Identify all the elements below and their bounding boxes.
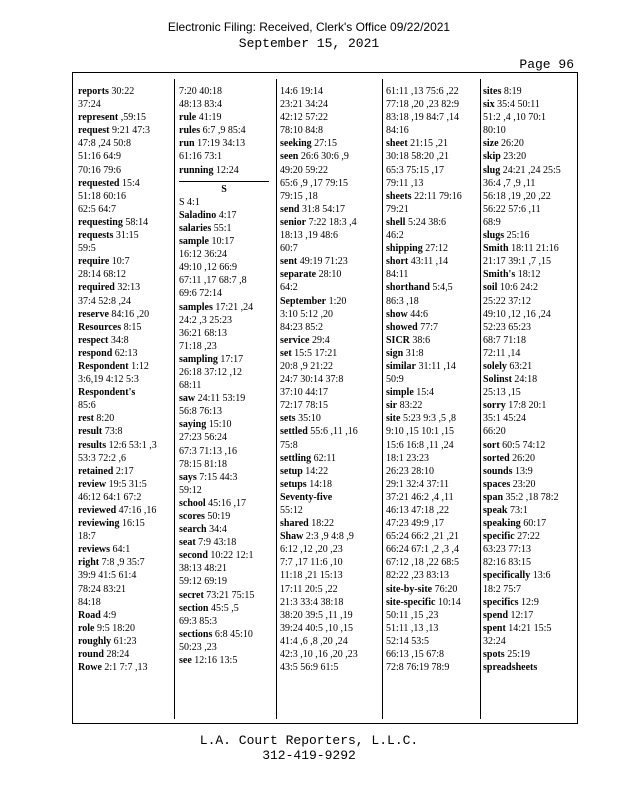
index-entry: specifics 12:9 <box>483 596 539 608</box>
index-entry-continuation: 56:18 ,19 ,20 ,22 <box>483 190 551 202</box>
index-entry: Saladino 4:17 <box>179 209 237 221</box>
index-entry-continuation: 47:8 ,24 50:8 <box>78 138 132 150</box>
index-entry-continuation: 25:13 ,15 <box>483 387 521 399</box>
index-entry-continuation: 47:23 49:9 ,17 <box>386 518 445 530</box>
index-entry-continuation: 28:14 68:12 <box>78 269 127 281</box>
index-entry-continuation: 49:10 ,12 66:9 <box>179 262 238 274</box>
index-entry-continuation: 51:16 64:9 <box>78 151 122 163</box>
index-entry: sounds 13:9 <box>483 465 533 477</box>
index-entry-continuation: 68:9 <box>483 216 501 228</box>
index-entry-continuation: 26:23 28:10 <box>386 465 435 477</box>
index-entry: simple 15:4 <box>386 387 435 399</box>
index-entry-continuation: 15:6 16:8 ,11 ,24 <box>386 439 454 451</box>
index-entry-continuation: 68:11 <box>179 380 202 392</box>
index-entry-continuation: 43:5 56:9 61:5 <box>280 662 339 674</box>
index-entry-continuation: 7:7 ,17 11:6 ,10 <box>280 557 343 569</box>
section-letter: S <box>179 181 269 196</box>
index-entry: slugs 25:16 <box>483 230 530 242</box>
index-entry: spent 14:21 15:5 <box>483 622 552 634</box>
index-entry: rest 8:20 <box>78 413 115 425</box>
index-entry-continuation: 7:20 40:18 <box>179 86 223 97</box>
index-entry-continuation: 55:12 <box>280 505 303 516</box>
index-entry: service 29:4 <box>280 334 330 346</box>
index-column-4 <box>386 85 481 674</box>
index-entry: run 17:19 34:13 <box>179 138 246 150</box>
index-entry: secret 73:21 75:15 <box>179 589 255 601</box>
index-entry: saying 15:10 <box>179 419 232 431</box>
index-entry-continuation: 18:2 75:7 <box>483 583 522 595</box>
index-entry: school 45:16 ,17 <box>179 497 246 509</box>
index-entry: September 1:20 <box>280 295 347 307</box>
index-entry: section 45:5 ,5 <box>179 602 239 614</box>
index-entry-continuation: 56:8 76:13 <box>179 406 223 418</box>
index-entry: Respondent 1:12 <box>78 360 149 372</box>
index-entry-continuation: 39:24 40:5 ,10 ,15 <box>280 622 354 634</box>
index-entry-continuation: 61:11 ,13 75:6 ,22 <box>386 86 459 97</box>
index-entry-continuation: 83:18 ,19 84:7 ,14 <box>386 112 460 124</box>
index-column-1 <box>78 85 173 674</box>
index-entry: shell 5:24 38:6 <box>386 216 447 228</box>
index-entry-continuation: 50:9 <box>386 374 404 386</box>
index-entry-continuation: 36:21 68:13 <box>179 327 228 339</box>
index-entry: sorry 17:8 20:1 <box>483 400 547 412</box>
index-entry-continuation: 78:15 81:18 <box>179 458 228 470</box>
index-entry: setup 14:22 <box>280 465 329 477</box>
index-entry-continuation: 51:11 ,13 ,13 <box>386 622 439 634</box>
index-entry-continuation: 67:12 ,18 ,22 68:5 <box>386 557 460 569</box>
index-entry-continuation: 84:16 <box>386 125 409 137</box>
index-entry-continuation: 38:13 48:21 <box>179 563 228 575</box>
index-entry: sheet 21:15 ,21 <box>386 138 448 150</box>
index-entry-continuation: 67:3 71:13 ,16 <box>179 445 238 457</box>
index-entry-continuation: 50:23 ,23 <box>179 641 217 653</box>
index-entry: short 43:11 ,14 <box>386 256 449 268</box>
index-entry: roughly 61:23 <box>78 635 137 647</box>
index-entry-continuation: 18:1 23:23 <box>386 452 430 464</box>
index-entry: saw 24:11 53:19 <box>179 393 246 405</box>
index-entry-continuation: 68:7 71:18 <box>483 334 527 346</box>
index-entry: similar 31:11 ,14 <box>386 360 456 372</box>
index-entry: specifically 13:6 <box>483 570 551 582</box>
index-entry: separate 28:10 <box>280 269 342 281</box>
index-entry-continuation: 32:24 <box>483 635 506 647</box>
index-entry: reports 30:22 <box>78 86 135 97</box>
index-entry-continuation: 37:10 44:17 <box>280 387 329 399</box>
index-entry-continuation: 39:9 41:5 61:4 <box>78 570 137 582</box>
index-entry-continuation: 62:5 64:7 <box>78 203 117 215</box>
index-entry: spots 25:19 <box>483 649 530 661</box>
index-entry: Solinst 24:18 <box>483 374 538 386</box>
index-entry-continuation: 78:10 84:8 <box>280 125 324 137</box>
index-entry: right 7:8 ,9 35:7 <box>78 557 145 569</box>
index-entry: sorted 26:20 <box>483 452 535 464</box>
index-entry: site-by-site 76:20 <box>386 583 458 595</box>
index-entry: skip 23:20 <box>483 151 527 163</box>
index-entry-continuation: 82:22 ,23 83:13 <box>386 570 450 582</box>
index-entry: sites 8:19 <box>483 86 522 97</box>
index-entry-continuation: 9:10 ,15 10:1 ,15 <box>386 426 455 438</box>
index-entry: six 35:4 50:11 <box>483 99 540 111</box>
index-column-5 <box>483 85 578 674</box>
index-frame <box>72 72 578 724</box>
index-entry: shipping 27:12 <box>386 243 448 255</box>
index-entry: Rowe 2:1 7:7 ,13 <box>78 662 148 674</box>
index-entry-continuation: 37:4 52:8 ,24 <box>78 295 132 307</box>
index-entry-continuation: 46:13 47:18 ,22 <box>386 505 450 516</box>
index-entry: site-specific 10:14 <box>386 596 461 608</box>
index-entry-continuation: 79:21 <box>386 203 409 215</box>
index-entry: second 10:22 12:1 <box>179 550 254 562</box>
index-entry: sections 6:8 45:10 <box>179 628 253 640</box>
index-entry-continuation: 71:18 ,23 <box>179 340 217 352</box>
index-entry-continuation: 59:5 <box>78 243 96 255</box>
column-divider <box>276 79 277 719</box>
index-entry: settled 55:6 ,11 ,16 <box>280 426 358 438</box>
index-entry: reserve 84:16 ,20 <box>78 308 150 320</box>
footer-company: L.A. Court Reporters, L.L.C. <box>199 733 419 748</box>
index-entry: sample 10:17 <box>179 236 235 248</box>
index-entry-continuation: 65:24 66:2 ,21 ,21 <box>386 531 460 543</box>
index-entry-continuation: S 4:1 <box>179 196 200 208</box>
index-entry: results 12:6 53:1 ,3 <box>78 439 157 451</box>
index-entry: round 28:24 <box>78 649 130 661</box>
index-entry-continuation: 51:2 ,4 ,10 70:1 <box>483 112 547 124</box>
index-entry-continuation: 65:3 75:15 ,17 <box>386 164 445 176</box>
index-entry: rule 41:19 <box>179 112 222 124</box>
index-entry: required 32:13 <box>78 282 141 294</box>
index-entry: Smith's 18:12 <box>483 269 541 281</box>
page-number: Page 96 <box>519 57 574 72</box>
index-entry-continuation: 18:13 ,19 48:6 <box>280 230 339 242</box>
index-entry-continuation: 37:24 <box>78 99 101 111</box>
index-entry-continuation: 66:13 ,15 67:8 <box>386 649 445 661</box>
index-entry: sent 49:19 71:23 <box>280 256 348 268</box>
index-entry-continuation: 72:17 78:15 <box>280 400 329 412</box>
index-entry: role 9:5 18:20 <box>78 622 136 634</box>
index-entry-continuation: 77:18 ,20 ,23 82:9 <box>386 99 460 111</box>
index-entry-continuation: 17:11 20:5 ,22 <box>280 583 338 595</box>
index-entry-continuation: 70:16 79:6 <box>78 164 122 176</box>
index-entry-continuation: 3:10 5:12 ,20 <box>280 308 334 320</box>
index-entry-continuation: 59:12 <box>179 484 202 496</box>
index-entry: request 9:21 47:3 <box>78 125 151 137</box>
index-entry-continuation: 52:14 53:5 <box>386 635 430 647</box>
index-entry-continuation: 53:3 72:2 ,6 <box>78 452 127 464</box>
index-entry: speak 73:1 <box>483 505 528 516</box>
index-entry: see 12:16 13:5 <box>179 655 238 667</box>
column-divider <box>174 79 175 719</box>
index-entry-continuation: 24:7 30:14 37:8 <box>280 374 344 386</box>
index-entry: soil 10:6 24:2 <box>483 282 539 294</box>
index-entry: seeking 27:15 <box>280 138 337 150</box>
index-entry-continuation: 16:12 36:24 <box>179 249 228 261</box>
index-entry: sort 60:5 74:12 <box>483 439 546 451</box>
index-entry: site 5:23 9:3 ,5 ,8 <box>386 413 457 425</box>
index-entry-continuation: 30:18 58:20 ,21 <box>386 151 450 163</box>
index-entry: SICR 38:6 <box>386 334 431 346</box>
index-entry-continuation: 52:23 65:23 <box>483 321 532 333</box>
index-entry: requested 15:4 <box>78 177 140 189</box>
index-entry: respect 34:8 <box>78 334 129 346</box>
index-entry: specific 27:22 <box>483 531 540 543</box>
index-entry: require 10:7 <box>78 256 130 268</box>
index-entry-continuation: 72:11 ,14 <box>483 347 521 359</box>
index-entry: review 19:5 31:5 <box>78 478 147 490</box>
index-entry: reviewed 47:16 ,16 <box>78 505 157 516</box>
index-entry: reviewing 16:15 <box>78 518 145 530</box>
index-entry: says 7:15 44:3 <box>179 471 238 483</box>
index-entry: scores 50:19 <box>179 511 231 522</box>
index-entry-continuation: 37:21 46:2 ,4 ,11 <box>386 491 454 503</box>
index-entry: speaking 60:17 <box>483 518 547 530</box>
index-entry-continuation: 79:15 ,18 <box>280 190 318 202</box>
index-entry: Road 4:9 <box>78 609 117 621</box>
index-entry: represent ,59:15 <box>78 112 146 124</box>
index-entry-continuation: 85:6 <box>78 400 96 412</box>
index-entry-continuation: 84:23 85:2 <box>280 321 324 333</box>
index-entry-continuation: 26:18 37:12 ,12 <box>179 366 243 378</box>
filing-date: September 15, 2021 <box>238 36 380 51</box>
index-entry: sir 83:22 <box>386 400 423 412</box>
index-entry: requesting 58:14 <box>78 216 149 228</box>
index-entry-continuation: 29:1 32:4 37:11 <box>386 478 449 490</box>
index-entry: senior 7:22 18:3 ,4 <box>280 216 357 228</box>
index-entry: reviews 64:1 <box>78 544 131 556</box>
index-entry-continuation: 78:24 83:21 <box>78 583 127 595</box>
index-entry: settling 62:11 <box>280 452 337 464</box>
index-entry-continuation: 66:20 <box>483 426 506 438</box>
index-entry: spend 12:17 <box>483 609 534 621</box>
index-entry-continuation: 23:21 34:24 <box>280 99 329 111</box>
index-entry: show 44:6 <box>386 308 428 320</box>
index-entry: sets 35:10 <box>280 413 321 425</box>
index-entry: result 73:8 <box>78 426 123 438</box>
index-entry-continuation: 50:11 ,15 ,23 <box>386 609 439 621</box>
index-entry: salaries 55:1 <box>179 222 232 234</box>
index-entry-continuation: 75:8 <box>280 439 298 451</box>
index-entry-continuation: 63:23 77:13 <box>483 544 532 556</box>
index-entry: search 34:4 <box>179 524 227 536</box>
index-entry-continuation: 24:2 ,3 25:23 <box>179 314 233 326</box>
index-entry-continuation: 36:4 ,7 ,9 ,11 <box>483 177 536 189</box>
index-entry-continuation: 84:11 <box>386 269 409 281</box>
index-entry: running 12:24 <box>179 164 239 176</box>
index-entry-continuation: 42:12 57:22 <box>280 112 329 124</box>
index-entry-continuation: 51:18 60:16 <box>78 190 127 202</box>
index-column-2 <box>179 85 275 667</box>
index-entry-continuation: 27:23 56:24 <box>179 432 228 444</box>
index-entry-continuation: 48:13 83:4 <box>179 99 223 111</box>
index-entry: shared 18:22 <box>280 518 334 530</box>
index-entry: Resources 8:15 <box>78 321 142 333</box>
index-entry-continuation: 79:11 ,13 <box>386 177 424 189</box>
index-entry: Seventy-five <box>280 491 333 503</box>
index-entry-continuation: 21:3 33:4 38:18 <box>280 596 344 608</box>
index-entry: send 31:8 54:17 <box>280 203 346 215</box>
index-entry-continuation: 42:3 ,10 ,16 ,20 ,23 <box>280 649 358 661</box>
index-entry: slug 24:21 ,24 25:5 <box>483 164 561 176</box>
column-divider <box>382 79 383 719</box>
index-entry-continuation: 69:6 72:14 <box>179 288 223 300</box>
index-entry-continuation: 66:24 67:1 ,2 ,3 ,4 <box>386 544 460 556</box>
index-entry: solely 63:21 <box>483 360 533 372</box>
index-entry-continuation: 49:10 ,12 ,16 ,24 <box>483 308 551 320</box>
index-entry-continuation: 67:11 ,17 68:7 ,8 <box>179 275 247 287</box>
index-entry-continuation: 69:3 85:3 <box>179 615 218 627</box>
index-entry-continuation: 56:22 57:6 ,11 <box>483 203 541 215</box>
index-entry-continuation: 59:12 69:19 <box>179 576 228 588</box>
index-entry: sign 31:8 <box>386 347 424 359</box>
index-entry: respond 62:13 <box>78 347 138 359</box>
index-entry-continuation: 18:7 <box>78 531 96 543</box>
filing-header: Electronic Filing: Received, Clerk's Office 09/22/2021 <box>167 20 451 34</box>
index-entry: sheets 22:11 79:16 <box>386 190 462 202</box>
index-entry-continuation: 61:16 73:1 <box>179 151 223 163</box>
index-entry-continuation: 21:17 39:1 ,7 ,15 <box>483 256 552 268</box>
index-entry-continuation: 35:1 45:24 <box>483 413 527 425</box>
index-entry: retained 2:17 <box>78 465 134 477</box>
index-entry-continuation: 20:8 ,9 21:22 <box>280 360 334 372</box>
index-entry-continuation: 25:22 37:12 <box>483 295 532 307</box>
index-entry: Shaw 2:3 ,9 4:8 ,9 <box>280 531 354 543</box>
index-entry: size 26:20 <box>483 138 524 150</box>
index-entry-continuation: 49:20 59:22 <box>280 164 329 176</box>
index-column-3 <box>280 85 380 674</box>
index-entry: shorthand 5:4,5 <box>386 282 453 294</box>
index-entry-continuation: 46:12 64:1 67:2 <box>78 491 142 503</box>
index-entry-continuation: 82:16 83:15 <box>483 557 532 569</box>
index-entry-continuation: 64:2 <box>280 282 298 294</box>
index-entry-continuation: 6:12 ,12 ,20 ,23 <box>280 544 343 556</box>
index-entry: Respondent's <box>78 387 136 399</box>
index-entry-continuation: 41:4 ,6 ,8 ,20 ,24 <box>280 635 348 647</box>
index-entry: seat 7:9 43:18 <box>179 537 237 549</box>
index-entry-continuation: 11:18 ,21 15:13 <box>280 570 343 582</box>
index-entry: sampling 17:17 <box>179 353 244 365</box>
index-entry: spaces 23:20 <box>483 478 536 490</box>
index-entry-continuation: 80:10 <box>483 125 506 137</box>
index-entry-continuation: 86:3 ,18 <box>386 295 419 307</box>
index-entry: spreadsheets <box>483 662 538 674</box>
index-entry-continuation: 46:2 <box>386 230 404 242</box>
index-entry: rules 6:7 ,9 85:4 <box>179 125 246 137</box>
footer-phone: 312-419-9292 <box>262 748 356 763</box>
index-entry-continuation: 60:7 <box>280 243 298 255</box>
index-entry: samples 17:21 ,24 <box>179 301 254 313</box>
index-entry: showed 77:7 <box>386 321 438 333</box>
index-entry-continuation: 14:6 19:14 <box>280 86 324 97</box>
index-entry: set 15:5 17:21 <box>280 347 338 359</box>
index-entry-continuation: 38:20 39:5 ,11 ,19 <box>280 609 353 621</box>
index-entry: requests 31:15 <box>78 230 139 242</box>
index-entry: span 35:2 ,18 78:2 <box>483 491 559 503</box>
index-entry: Smith 18:11 21:16 <box>483 243 559 255</box>
index-entry-continuation: 65:6 ,9 ,17 79:15 <box>280 177 349 189</box>
index-entry: seen 26:6 30:6 ,9 <box>280 151 349 163</box>
index-entry-continuation: 72:8 76:19 78:9 <box>386 662 450 674</box>
index-entry-continuation: 3:6,19 4:12 5:3 <box>78 374 139 386</box>
index-entry: setups 14:18 <box>280 478 332 490</box>
index-entry-continuation: 84:18 <box>78 596 101 608</box>
